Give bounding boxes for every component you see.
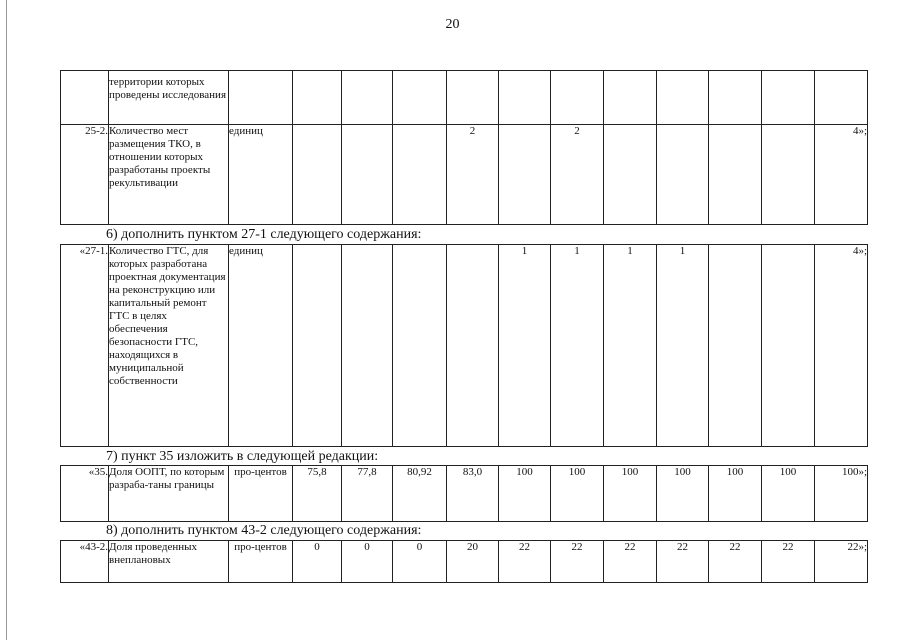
row-unit: про-центов (229, 541, 293, 583)
value-cell: 83,0 (447, 466, 499, 522)
row-number: «35. (61, 466, 109, 522)
value-cell: 100 (709, 466, 762, 522)
value-cell: 1 (499, 245, 551, 447)
value-cell (551, 71, 604, 125)
value-cell: 1 (657, 245, 709, 447)
row-unit: единиц (229, 125, 293, 225)
value-cell (709, 245, 762, 447)
table-row (61, 541, 868, 583)
value-cell: 22 (499, 541, 551, 583)
value-cell (293, 71, 342, 125)
value-cell (709, 125, 762, 225)
row-name: территории которых проведены исследования (109, 71, 229, 125)
row-unit (229, 71, 293, 125)
value-cell (447, 245, 499, 447)
table-b (60, 244, 868, 447)
value-cell: 0 (342, 541, 393, 583)
table-c (60, 465, 868, 522)
value-cell: 1 (604, 245, 657, 447)
value-cell: 100»; (815, 466, 868, 522)
value-cell: 22 (604, 541, 657, 583)
value-cell: 22 (709, 541, 762, 583)
amendment-line-7: 7) пункт 35 изложить в следующей редакции: (106, 449, 379, 464)
amendment-line-6: 6) дополнить пунктом 27-1 следующего содержания: (106, 227, 422, 242)
row-number: «43-2. (61, 541, 109, 583)
table-row (61, 245, 868, 447)
row-number: «27-1. (61, 245, 109, 447)
value-cell (293, 245, 342, 447)
row-name: Количество ГТС, для которых разработана проектная документация на реконструкцию или капитальный ремонт ГТС в целях обеспечения безопасности ГТС, находящихся в муниципальной собственности (109, 245, 229, 447)
value-cell: 22 (551, 541, 604, 583)
value-cell (657, 125, 709, 225)
value-cell: 100 (657, 466, 709, 522)
row-unit: единиц (229, 245, 293, 447)
value-cell: 80,92 (393, 466, 447, 522)
value-cell (762, 71, 815, 125)
row-number: 25-2. (61, 125, 109, 225)
table-row (61, 125, 868, 225)
value-cell: 1 (551, 245, 604, 447)
table-a (60, 70, 868, 225)
value-cell (709, 71, 762, 125)
amendment-line-8: 8) дополнить пунктом 43-2 следующего содержания: (106, 523, 422, 538)
value-cell: 75,8 (293, 466, 342, 522)
value-cell: 2 (447, 125, 499, 225)
scan-edge (6, 0, 7, 640)
value-cell (657, 71, 709, 125)
value-cell (393, 71, 447, 125)
value-cell (342, 125, 393, 225)
table-d (60, 540, 868, 583)
value-cell: 77,8 (342, 466, 393, 522)
row-unit: про-центов (229, 466, 293, 522)
value-cell (762, 125, 815, 225)
value-cell (499, 71, 551, 125)
value-cell (604, 71, 657, 125)
value-cell: 22 (762, 541, 815, 583)
page-number: 20 (445, 17, 460, 32)
value-cell (762, 245, 815, 447)
value-cell: 4»; (815, 245, 868, 447)
row-number (61, 71, 109, 125)
value-cell (604, 125, 657, 225)
value-cell: 0 (293, 541, 342, 583)
value-cell (815, 71, 868, 125)
value-cell (393, 125, 447, 225)
value-cell: 100 (604, 466, 657, 522)
value-cell: 20 (447, 541, 499, 583)
value-cell (447, 71, 499, 125)
value-cell (499, 125, 551, 225)
row-name: Доля ООПТ, по которым разраба-таны границы (109, 466, 229, 522)
table-row (61, 466, 868, 522)
table-row (61, 71, 868, 125)
row-name: Количество мест размещения ТКО, в отношении которых разработаны проекты рекультивации (109, 125, 229, 225)
value-cell: 0 (393, 541, 447, 583)
value-cell (393, 245, 447, 447)
value-cell: 100 (551, 466, 604, 522)
value-cell: 22»; (815, 541, 868, 583)
row-name: Доля проведенных внеплановых (109, 541, 229, 583)
value-cell: 100 (762, 466, 815, 522)
value-cell: 2 (551, 125, 604, 225)
value-cell: 100 (499, 466, 551, 522)
value-cell (342, 71, 393, 125)
value-cell: 22 (657, 541, 709, 583)
value-cell: 4»; (815, 125, 868, 225)
value-cell (293, 125, 342, 225)
value-cell (342, 245, 393, 447)
